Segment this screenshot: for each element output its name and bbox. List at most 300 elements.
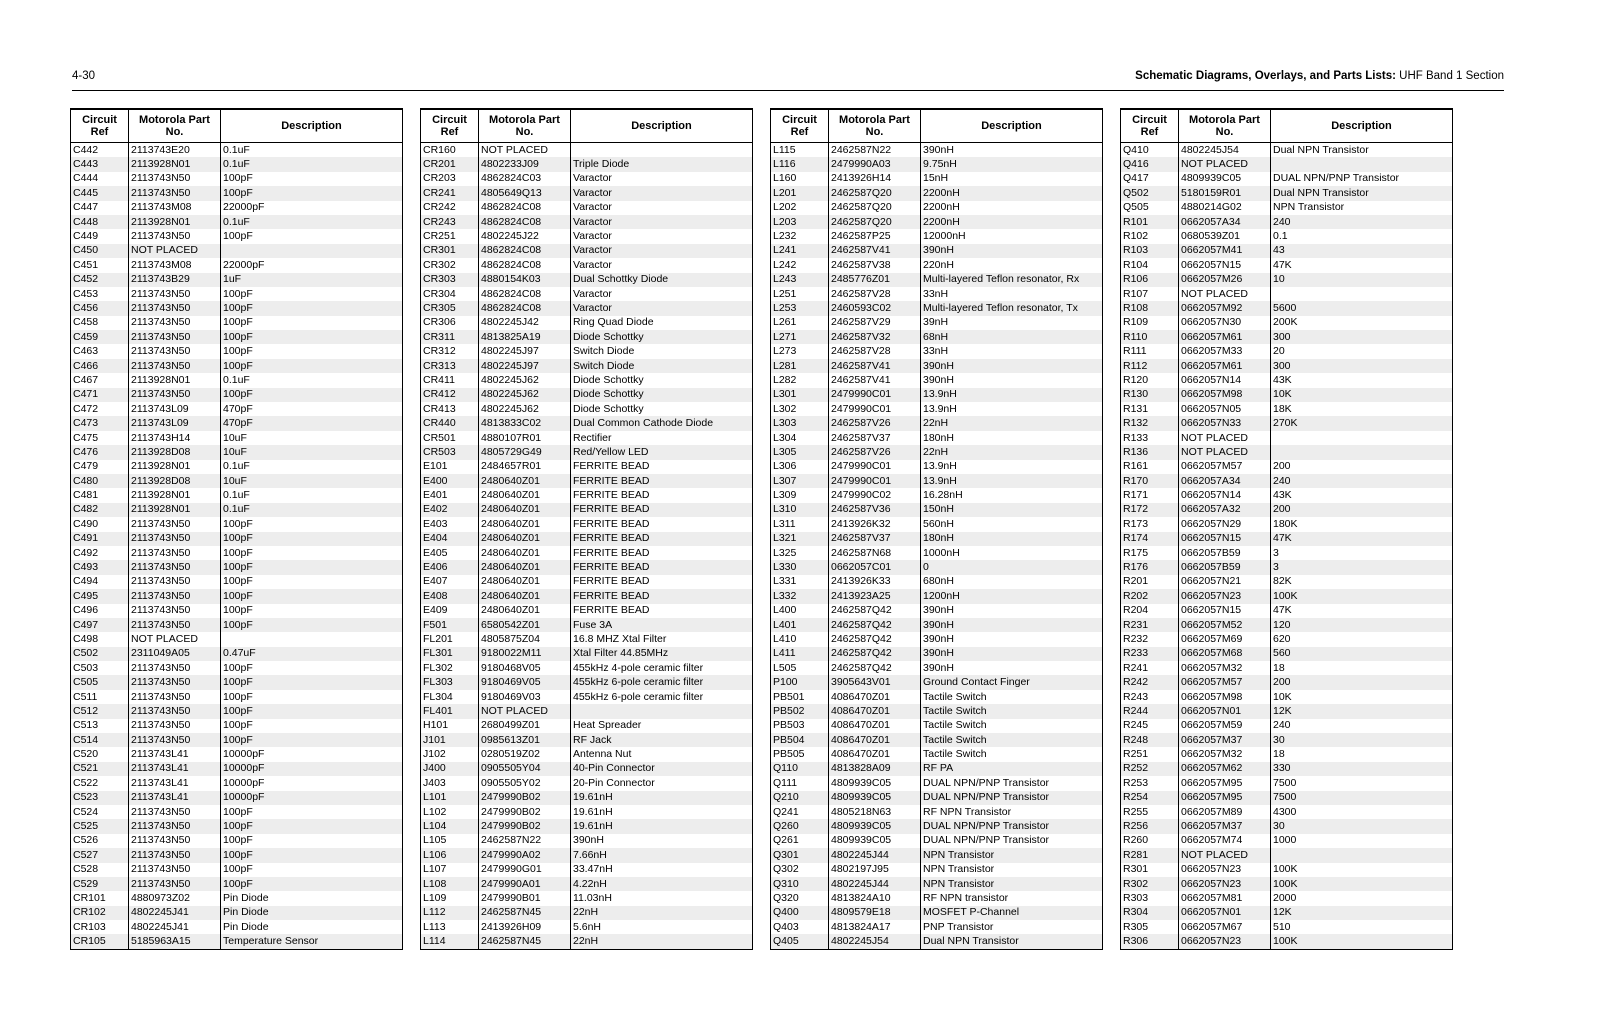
circuit-ref-cell: R304 <box>1121 906 1179 920</box>
part-number-cell: 4809939C05 <box>1179 172 1271 186</box>
circuit-ref-cell: Q405 <box>771 934 829 949</box>
description-cell: 100K <box>1271 589 1453 603</box>
table-row <box>771 560 1103 574</box>
part-number-cell: 2113928N01 <box>129 460 221 474</box>
circuit-ref-cell: R245 <box>1121 719 1179 733</box>
table-row <box>1121 431 1453 445</box>
description-cell: 10000pF <box>221 762 403 776</box>
table-row <box>771 819 1103 833</box>
description-cell: Varactor <box>573 172 612 185</box>
circuit-ref-cell: C456 <box>71 301 129 315</box>
description-cell: 0.1uF <box>221 503 403 517</box>
table-row <box>1121 762 1453 776</box>
part-number-cell: 2113743L41 <box>129 791 221 805</box>
part-number-cell: NOT PLACED <box>129 244 221 258</box>
part-number-cell: 2113743N50 <box>129 517 221 531</box>
description-cell: 2000 <box>1273 892 1297 904</box>
description-cell: 470pF <box>223 402 253 415</box>
table-row <box>421 704 753 718</box>
circuit-ref-cell: R175 <box>1121 546 1179 560</box>
part-number-cell: 2413926K33 <box>829 575 921 589</box>
part-number-cell: 2479990C02 <box>829 488 921 502</box>
part-number-cell: 2462587N45 <box>479 934 571 949</box>
column-header-description: Description <box>921 109 1103 143</box>
circuit-ref-cell: R201 <box>1121 575 1179 589</box>
description-cell: Varactor <box>571 301 753 315</box>
part-number-cell: 4086470Z01 <box>829 719 921 733</box>
table-row <box>421 316 753 330</box>
circuit-ref-cell: C529 <box>71 877 129 891</box>
description-cell: DUAL NPN/PNP Transistor <box>923 834 1050 847</box>
table-row <box>421 287 753 301</box>
circuit-ref-cell: C511 <box>71 690 129 704</box>
description-cell: 390nH <box>573 834 604 847</box>
table-row <box>421 546 753 560</box>
circuit-ref-cell: CR304 <box>421 287 479 301</box>
part-number-cell: 2113928N01 <box>129 503 221 517</box>
table-row <box>421 877 753 891</box>
description-cell: 9.75nH <box>921 157 1103 171</box>
description-cell: Diode Schottky <box>571 388 753 402</box>
circuit-ref-cell: C512 <box>71 704 129 718</box>
description-cell: Diode Schottky <box>573 402 644 415</box>
circuit-ref-cell: L303 <box>771 416 829 430</box>
part-number-cell: 3905643V01 <box>829 675 921 689</box>
part-number-cell: 0662057M95 <box>1179 791 1271 805</box>
description-cell: 10000pF <box>223 776 265 789</box>
description-cell: 390nH <box>923 632 954 645</box>
circuit-ref-cell: R101 <box>1121 215 1179 229</box>
description-cell: 16.28nH <box>923 489 963 502</box>
circuit-ref-cell: L325 <box>771 546 829 560</box>
description-cell: RF PA <box>921 762 1103 776</box>
column-header-description: Description <box>221 109 403 143</box>
part-number-cell: 0662057N01 <box>1179 906 1271 920</box>
circuit-ref-cell: L311 <box>771 517 829 531</box>
circuit-ref-cell: R244 <box>1121 704 1179 718</box>
circuit-ref-cell: Q320 <box>771 891 829 905</box>
part-number-cell: 0662057N23 <box>1179 877 1271 891</box>
description-cell: 100pF <box>221 618 403 632</box>
part-number-cell: 0662057M67 <box>1179 920 1271 934</box>
table-row <box>421 675 753 689</box>
table-row <box>71 201 403 215</box>
description-cell: 19.61nH <box>571 791 753 805</box>
description-cell: RF Jack <box>571 733 753 747</box>
circuit-ref-cell: C528 <box>71 863 129 877</box>
description-cell: Ground Contact Finger <box>921 675 1103 689</box>
circuit-ref-cell: L107 <box>421 863 479 877</box>
description-cell: Dual NPN Transistor <box>921 934 1103 949</box>
circuit-ref-cell: C475 <box>71 431 129 445</box>
column-header-part-number <box>129 109 221 143</box>
circuit-ref-cell: Q502 <box>1121 186 1179 200</box>
part-number-label-1: Motorola Part <box>1189 114 1260 126</box>
part-number-cell: 2462587Q42 <box>829 604 921 618</box>
description-cell: 390nH <box>923 661 954 674</box>
table-row <box>421 690 753 704</box>
part-number-cell: 4802245J62 <box>479 402 571 416</box>
circuit-ref-cell: CR501 <box>421 431 479 445</box>
table-row <box>1121 747 1453 761</box>
table-row <box>1121 388 1453 402</box>
circuit-ref-cell: L203 <box>771 215 829 229</box>
part-number-cell: 4086470Z01 <box>829 733 921 747</box>
part-number-cell: 0662057M81 <box>1179 891 1271 905</box>
circuit-ref-cell: Q301 <box>771 848 829 862</box>
circuit-ref-cell: R281 <box>1121 848 1179 862</box>
part-number-cell: 2460593C02 <box>829 301 921 315</box>
circuit-ref-cell: CR440 <box>421 416 479 430</box>
description-cell: FERRITE BEAD <box>573 604 650 617</box>
table-row <box>771 186 1103 200</box>
part-number-cell: 4802245J62 <box>479 388 571 402</box>
description-cell: Pin Diode <box>223 920 269 933</box>
table-row <box>771 215 1103 229</box>
description-cell: 100pF <box>221 848 403 862</box>
circuit-ref-cell: R233 <box>1121 647 1179 661</box>
table-row <box>71 934 403 949</box>
circuit-ref-cell: PB503 <box>771 719 829 733</box>
description-cell: 100pF <box>223 230 253 243</box>
description-cell: FERRITE BEAD <box>573 460 650 473</box>
circuit-ref-cell: C521 <box>71 762 129 776</box>
part-number-cell: 2113928N01 <box>129 215 221 229</box>
circuit-ref-cell: C520 <box>71 747 129 761</box>
circuit-ref-cell: R110 <box>1121 330 1179 344</box>
table-row <box>71 388 403 402</box>
table-row <box>1121 589 1453 603</box>
part-number-cell: 4862824C08 <box>479 244 571 258</box>
table-row <box>771 719 1103 733</box>
circuit-ref-cell: FL201 <box>421 632 479 646</box>
part-number-cell: 2462587V41 <box>829 373 921 387</box>
table-row <box>1121 445 1453 459</box>
description-cell: 200 <box>1271 503 1453 517</box>
part-number-cell: 4809939C05 <box>829 819 921 833</box>
table-row <box>421 934 753 949</box>
description-cell: 390nH <box>921 244 1103 258</box>
circuit-ref-cell: R133 <box>1121 431 1179 445</box>
description-cell: 20 <box>1273 345 1285 358</box>
table-row <box>1121 416 1453 430</box>
part-number-cell: 0662057N05 <box>1179 402 1271 416</box>
table-row <box>1121 604 1453 618</box>
part-number-cell: 2462587N22 <box>479 834 571 848</box>
circuit-ref-cell: R136 <box>1121 445 1179 459</box>
table-row <box>771 877 1103 891</box>
part-number-cell: 2113743N50 <box>129 863 221 877</box>
table-row <box>771 891 1103 905</box>
circuit-ref-cell: E406 <box>421 560 479 574</box>
part-number-cell: 2462587N68 <box>829 546 921 560</box>
table-row <box>1121 690 1453 704</box>
part-number-cell: 0662057M32 <box>1179 661 1271 675</box>
circuit-ref-cell: R171 <box>1121 488 1179 502</box>
table-row <box>771 416 1103 430</box>
part-number-cell: 4086470Z01 <box>829 747 921 761</box>
circuit-ref-cell: L309 <box>771 488 829 502</box>
section-title-bold: Schematic Diagrams, Overlays, and Parts Lists: <box>1135 70 1396 82</box>
description-cell: 100pF <box>221 388 403 402</box>
section-title-rest: UHF Band 1 Section <box>1395 70 1504 82</box>
table-row <box>71 301 403 315</box>
table-row <box>1121 575 1453 589</box>
circuit-ref-cell: C490 <box>71 517 129 531</box>
description-cell: 43 <box>1271 244 1453 258</box>
circuit-ref-cell: FL304 <box>421 690 479 704</box>
part-number-cell: 2480640Z01 <box>479 560 571 574</box>
circuit-ref-cell: L102 <box>421 805 479 819</box>
part-number-cell: 4809939C05 <box>829 791 921 805</box>
part-number-cell: 0662057M98 <box>1179 690 1271 704</box>
circuit-ref-cell: L330 <box>771 560 829 574</box>
part-number-cell: 2480640Z01 <box>479 488 571 502</box>
circuit-ref-label-1: Circuit <box>432 114 467 126</box>
part-number-cell: 2479990B02 <box>479 791 571 805</box>
part-number-cell: 4805729G49 <box>479 445 571 459</box>
part-number-cell: 0662057B59 <box>1179 560 1271 574</box>
table-row <box>421 503 753 517</box>
table-row <box>71 186 403 200</box>
table-row <box>71 632 403 646</box>
table-row <box>421 416 753 430</box>
description-cell: 620 <box>1273 632 1291 645</box>
circuit-ref-cell: C493 <box>71 560 129 574</box>
circuit-ref-cell: C449 <box>71 229 129 243</box>
description-cell: 0.1uF <box>221 215 403 229</box>
part-number-cell: 2113743N50 <box>129 834 221 848</box>
part-number-cell: NOT PLACED <box>479 704 571 718</box>
part-number-cell: 2113743N50 <box>129 805 221 819</box>
description-cell: PNP Transistor <box>923 920 994 933</box>
description-cell: 300 <box>1271 359 1453 373</box>
table-row <box>771 661 1103 675</box>
description-cell: Diode Schottky <box>571 330 753 344</box>
part-number-cell: 2479990G01 <box>479 863 571 877</box>
circuit-ref-cell: E405 <box>421 546 479 560</box>
part-number-cell: 4880973Z02 <box>129 891 221 905</box>
circuit-ref-cell: Q505 <box>1121 201 1179 215</box>
part-number-cell: 2113743L41 <box>129 762 221 776</box>
description-cell: 100pF <box>221 186 403 200</box>
circuit-ref-cell: R255 <box>1121 805 1179 819</box>
table-row <box>71 704 403 718</box>
table-row <box>71 589 403 603</box>
parts-table-2 <box>420 108 753 950</box>
description-cell: 33.47nH <box>573 863 613 876</box>
part-number-cell: 0662057M69 <box>1179 632 1271 646</box>
table-row <box>421 273 753 287</box>
table-row <box>771 273 1103 287</box>
description-cell: Tactile Switch <box>921 733 1103 747</box>
circuit-ref-cell: R173 <box>1121 517 1179 531</box>
circuit-ref-cell: CR312 <box>421 344 479 358</box>
table-row <box>71 373 403 387</box>
description-cell: 100pF <box>223 805 253 818</box>
part-number-cell: 2113743N50 <box>129 301 221 315</box>
table-row <box>1121 733 1453 747</box>
table-row <box>1121 776 1453 790</box>
table-row <box>771 287 1103 301</box>
circuit-ref-cell: L201 <box>771 186 829 200</box>
description-cell: Diode Schottky <box>573 373 644 386</box>
part-number-cell: 4813825A19 <box>479 330 571 344</box>
table-row <box>421 517 753 531</box>
part-number-cell: 5185963A15 <box>129 934 221 949</box>
table-row <box>421 834 753 848</box>
table-row <box>71 287 403 301</box>
part-number-cell: 2113928N01 <box>129 373 221 387</box>
description-cell: 100pF <box>221 877 403 891</box>
circuit-ref-cell: PB501 <box>771 690 829 704</box>
table-row <box>771 589 1103 603</box>
part-number-cell: 4862824C08 <box>479 301 571 315</box>
part-number-cell: 4802245J54 <box>829 934 921 949</box>
circuit-ref-cell: Q310 <box>771 877 829 891</box>
table-row <box>1121 906 1453 920</box>
circuit-ref-cell: C492 <box>71 546 129 560</box>
circuit-ref-cell: L116 <box>771 157 829 171</box>
part-number-cell: 2113743N50 <box>129 172 221 186</box>
table-row <box>771 172 1103 186</box>
description-cell: DUAL NPN/PNP Transistor <box>921 791 1103 805</box>
circuit-ref-cell: R252 <box>1121 762 1179 776</box>
description-cell: Varactor <box>571 244 753 258</box>
description-cell <box>1271 157 1453 171</box>
circuit-ref-cell: CR413 <box>421 402 479 416</box>
table-row <box>71 690 403 704</box>
table-row <box>71 848 403 862</box>
table-row <box>1121 675 1453 689</box>
part-number-cell: 4802245J22 <box>479 229 571 243</box>
table-row <box>71 445 403 459</box>
description-cell: Tactile Switch <box>923 748 987 761</box>
description-cell: FERRITE BEAD <box>571 532 753 546</box>
part-number-cell: 0662057M32 <box>1179 747 1271 761</box>
table-row <box>71 618 403 632</box>
description-cell: 33nH <box>923 345 949 358</box>
table-row <box>771 388 1103 402</box>
description-cell: Red/Yellow LED <box>571 445 753 459</box>
circuit-ref-label-1: Circuit <box>82 114 117 126</box>
circuit-ref-cell: L505 <box>771 661 829 675</box>
description-cell <box>1271 445 1453 459</box>
description-cell: 240 <box>1271 474 1453 488</box>
table-row <box>421 920 753 934</box>
description-cell: 16.8 MHZ Xtal Filter <box>573 632 667 645</box>
circuit-ref-cell: L202 <box>771 201 829 215</box>
part-number-cell: 4802245J44 <box>829 877 921 891</box>
parts-tables <box>70 108 1504 958</box>
circuit-ref-cell: Q110 <box>771 762 829 776</box>
part-number-cell: NOT PLACED <box>1179 431 1271 445</box>
circuit-ref-cell: L271 <box>771 330 829 344</box>
table-row <box>771 733 1103 747</box>
table-row <box>71 330 403 344</box>
table-row <box>421 575 753 589</box>
circuit-ref-cell: L242 <box>771 258 829 272</box>
description-cell: Varactor <box>571 186 753 200</box>
circuit-ref-cell: FL401 <box>421 704 479 718</box>
description-cell: 100pF <box>221 675 403 689</box>
part-number-cell: 0662057M41 <box>1179 244 1271 258</box>
table-row <box>1121 460 1453 474</box>
circuit-ref-cell: L112 <box>421 906 479 920</box>
circuit-ref-cell: R112 <box>1121 359 1179 373</box>
description-cell: 10000pF <box>223 748 265 761</box>
part-number-cell: 0662057A32 <box>1179 503 1271 517</box>
table-row <box>71 604 403 618</box>
circuit-ref-cell: E408 <box>421 589 479 603</box>
part-number-cell: NOT PLACED <box>1179 445 1271 459</box>
circuit-ref-label-2: Ref <box>440 126 459 138</box>
description-cell: 100pF <box>221 532 403 546</box>
part-number-cell: 2485776Z01 <box>829 273 921 287</box>
circuit-ref-cell: R172 <box>1121 503 1179 517</box>
table-row <box>421 488 753 502</box>
table-row <box>71 359 403 373</box>
description-cell: 390nH <box>923 143 954 156</box>
circuit-ref-cell: Q241 <box>771 805 829 819</box>
circuit-ref-cell: C473 <box>71 416 129 430</box>
table-row <box>421 791 753 805</box>
circuit-ref-cell: L321 <box>771 532 829 546</box>
description-cell <box>571 143 753 158</box>
part-number-cell: 0662057M92 <box>1179 301 1271 315</box>
description-cell: Heat Spreader <box>573 719 642 732</box>
description-cell: 100pF <box>223 287 253 300</box>
description-cell: 18 <box>1273 661 1285 674</box>
circuit-ref-cell: E409 <box>421 604 479 618</box>
part-number-cell: 4805875Z04 <box>479 632 571 646</box>
circuit-ref-cell: C443 <box>71 157 129 171</box>
description-cell: Multi-layered Teflon resonator, Tx <box>921 301 1103 315</box>
part-number-cell: 0662057M26 <box>1179 273 1271 287</box>
circuit-ref-cell: CR103 <box>71 920 129 934</box>
description-cell: 0.47uF <box>221 647 403 661</box>
part-number-cell: 0662057M89 <box>1179 805 1271 819</box>
description-cell: 15nH <box>923 172 949 185</box>
circuit-ref-cell: R260 <box>1121 834 1179 848</box>
description-cell: 5.6nH <box>573 920 602 933</box>
description-cell: Fuse 3A <box>571 618 753 632</box>
table-row <box>1121 848 1453 862</box>
part-number-cell: 0905505Y04 <box>479 762 571 776</box>
circuit-ref-cell: CR101 <box>71 891 129 905</box>
table-row <box>771 143 1103 158</box>
circuit-ref-cell: J403 <box>421 776 479 790</box>
description-cell: 10uF <box>223 431 247 444</box>
description-cell: 1200nH <box>921 589 1103 603</box>
description-cell: 100pF <box>223 546 253 559</box>
table-row <box>421 258 753 272</box>
table-row <box>1121 934 1453 949</box>
circuit-ref-cell: Q260 <box>771 819 829 833</box>
description-cell: Pin Diode <box>223 892 269 904</box>
description-cell: 0.1uF <box>223 143 250 156</box>
description-cell: 3 <box>1271 560 1453 574</box>
table-row <box>71 819 403 833</box>
part-number-cell: 2462587Q20 <box>829 201 921 215</box>
circuit-ref-cell: L281 <box>771 359 829 373</box>
description-cell: 4300 <box>1273 805 1297 818</box>
table-row <box>771 848 1103 862</box>
circuit-ref-cell: CR160 <box>421 143 479 158</box>
part-number-cell: 2462587V38 <box>829 258 921 272</box>
circuit-ref-cell: CR251 <box>421 229 479 243</box>
part-number-cell: 2113743N50 <box>129 589 221 603</box>
